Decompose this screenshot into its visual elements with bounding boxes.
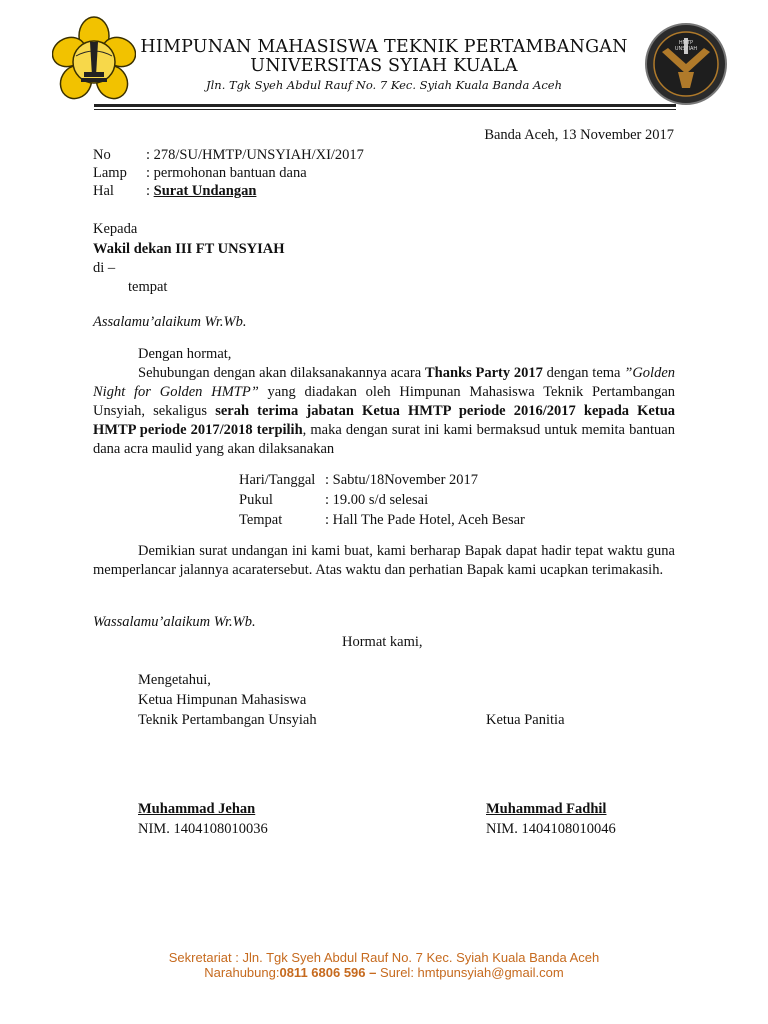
body-paragraph bbox=[93, 364, 675, 459]
subject: Surat Undangan bbox=[153, 183, 257, 199]
event-value: : Sabtu/18November 2017 bbox=[325, 472, 479, 488]
recipient-kepada: Kepada bbox=[93, 221, 138, 237]
sign-left-nim: NIM. 1404108010036 bbox=[138, 821, 268, 837]
meta-no-value bbox=[146, 146, 364, 164]
hmtp-round-emblem-icon bbox=[644, 22, 728, 106]
header-rule-thick bbox=[94, 104, 676, 107]
meta-lamp-value bbox=[146, 164, 307, 182]
event-label: Hari/Tanggal bbox=[239, 472, 316, 488]
place-date: Banda Aceh, 13 November 2017 bbox=[484, 127, 674, 143]
sign-left-line2: Ketua Himpunan Mahasiswa bbox=[138, 692, 307, 708]
sign-left-line3: Teknik Pertambangan Unsyiah bbox=[138, 712, 317, 728]
email-label: Surel: bbox=[376, 965, 418, 980]
emblem-text: HMTP UNSYIAH bbox=[674, 40, 698, 52]
closing-paragraph: Demikian surat undangan ini kami buat, kami berharap Bapak dapat hadir tepat waktu guna memperlancar jalannya acaratersebut. Atas waktu dan perhatian Bapak kami ucapkan terimakasih. bbox=[93, 543, 675, 578]
event-value: : Hall The Pade Hotel, Aceh Besar bbox=[325, 512, 525, 528]
event-name: Thanks Party 2017 bbox=[424, 365, 543, 381]
meta-value: permohonan bantuan dana bbox=[153, 165, 307, 181]
handover-text: serah terima jabatan Ketua HMTP periode 2016/2017 kepada Ketua HMTP periode 2017/2018 terpilih bbox=[93, 403, 676, 438]
recipient-di: di – bbox=[93, 260, 116, 276]
meta-sep: : bbox=[146, 147, 154, 163]
greeting: Assalamu’alaikum Wr.Wb. bbox=[93, 314, 247, 330]
meta-lamp-key: Lamp bbox=[93, 165, 127, 181]
org-name: HIMPUNAN MAHASISWA TEKNIK PERTAMBANGAN bbox=[140, 37, 628, 57]
recipient-tempat: tempat bbox=[128, 279, 168, 295]
footer-address: Sekretariat : Jln. Tgk Syeh Abdul Rauf No. 7 Kec. Syiah Kuala Banda Aceh bbox=[168, 950, 600, 965]
university-name: UNIVERSITAS SYIAH KUALA bbox=[250, 56, 518, 76]
recipient-name: Wakil dekan III FT UNSYIAH bbox=[93, 241, 285, 257]
sign-left-line1: Mengetahui, bbox=[138, 672, 211, 688]
meta-hal-value bbox=[146, 182, 256, 200]
contact-label: Narahubung: bbox=[204, 965, 280, 980]
sign-right-name: Muhammad Fadhil bbox=[486, 801, 607, 817]
event-label: Pukul bbox=[239, 492, 273, 508]
regards: Hormat kami, bbox=[342, 634, 423, 650]
org-address: Jln. Tgk Syeh Abdul Rauf No. 7 Kec. Syiah Kuala Banda Aceh bbox=[206, 78, 562, 92]
farewell: Wassalamu’alaikum Wr.Wb. bbox=[93, 614, 256, 630]
meta-value: 278/SU/HMTP/UNSYIAH/XI/2017 bbox=[153, 147, 364, 163]
header-rule-thin bbox=[94, 109, 676, 110]
body-text: yang diadakan oleh Himpunan Mahasiswa Teknik Pertambangan Unsyiah, sekaligus bbox=[93, 384, 675, 419]
body-text: , maka dengan surat ini kami bermaksud untuk memita bantuan dana acra maulid yang akan dilaksanakan bbox=[93, 422, 675, 457]
sign-right-nim: NIM. 1404108010046 bbox=[486, 821, 616, 837]
meta-hal-key: Hal bbox=[93, 183, 114, 199]
sign-right-line1: Ketua Panitia bbox=[486, 712, 565, 728]
opening: Dengan hormat, bbox=[138, 346, 232, 362]
footer-contact bbox=[100, 965, 668, 980]
meta-no-key: No bbox=[93, 147, 111, 163]
event-label: Tempat bbox=[239, 512, 283, 528]
contact-phone: 0811 6806 596 – bbox=[279, 965, 377, 980]
meta-sep: : bbox=[146, 165, 154, 181]
body-text: Sehubungan dengan akan dilaksanakannya acara bbox=[138, 365, 425, 381]
meta-sep: : bbox=[146, 183, 154, 199]
body-text: dengan tema bbox=[542, 365, 625, 381]
event-value: : 19.00 s/d selesai bbox=[325, 492, 429, 508]
event-theme: ”Golden Night for Golden HMTP” bbox=[93, 365, 675, 400]
email-link[interactable]: hmtpunsyiah@gmail.com bbox=[417, 965, 564, 980]
sign-left-name: Muhammad Jehan bbox=[138, 801, 256, 817]
